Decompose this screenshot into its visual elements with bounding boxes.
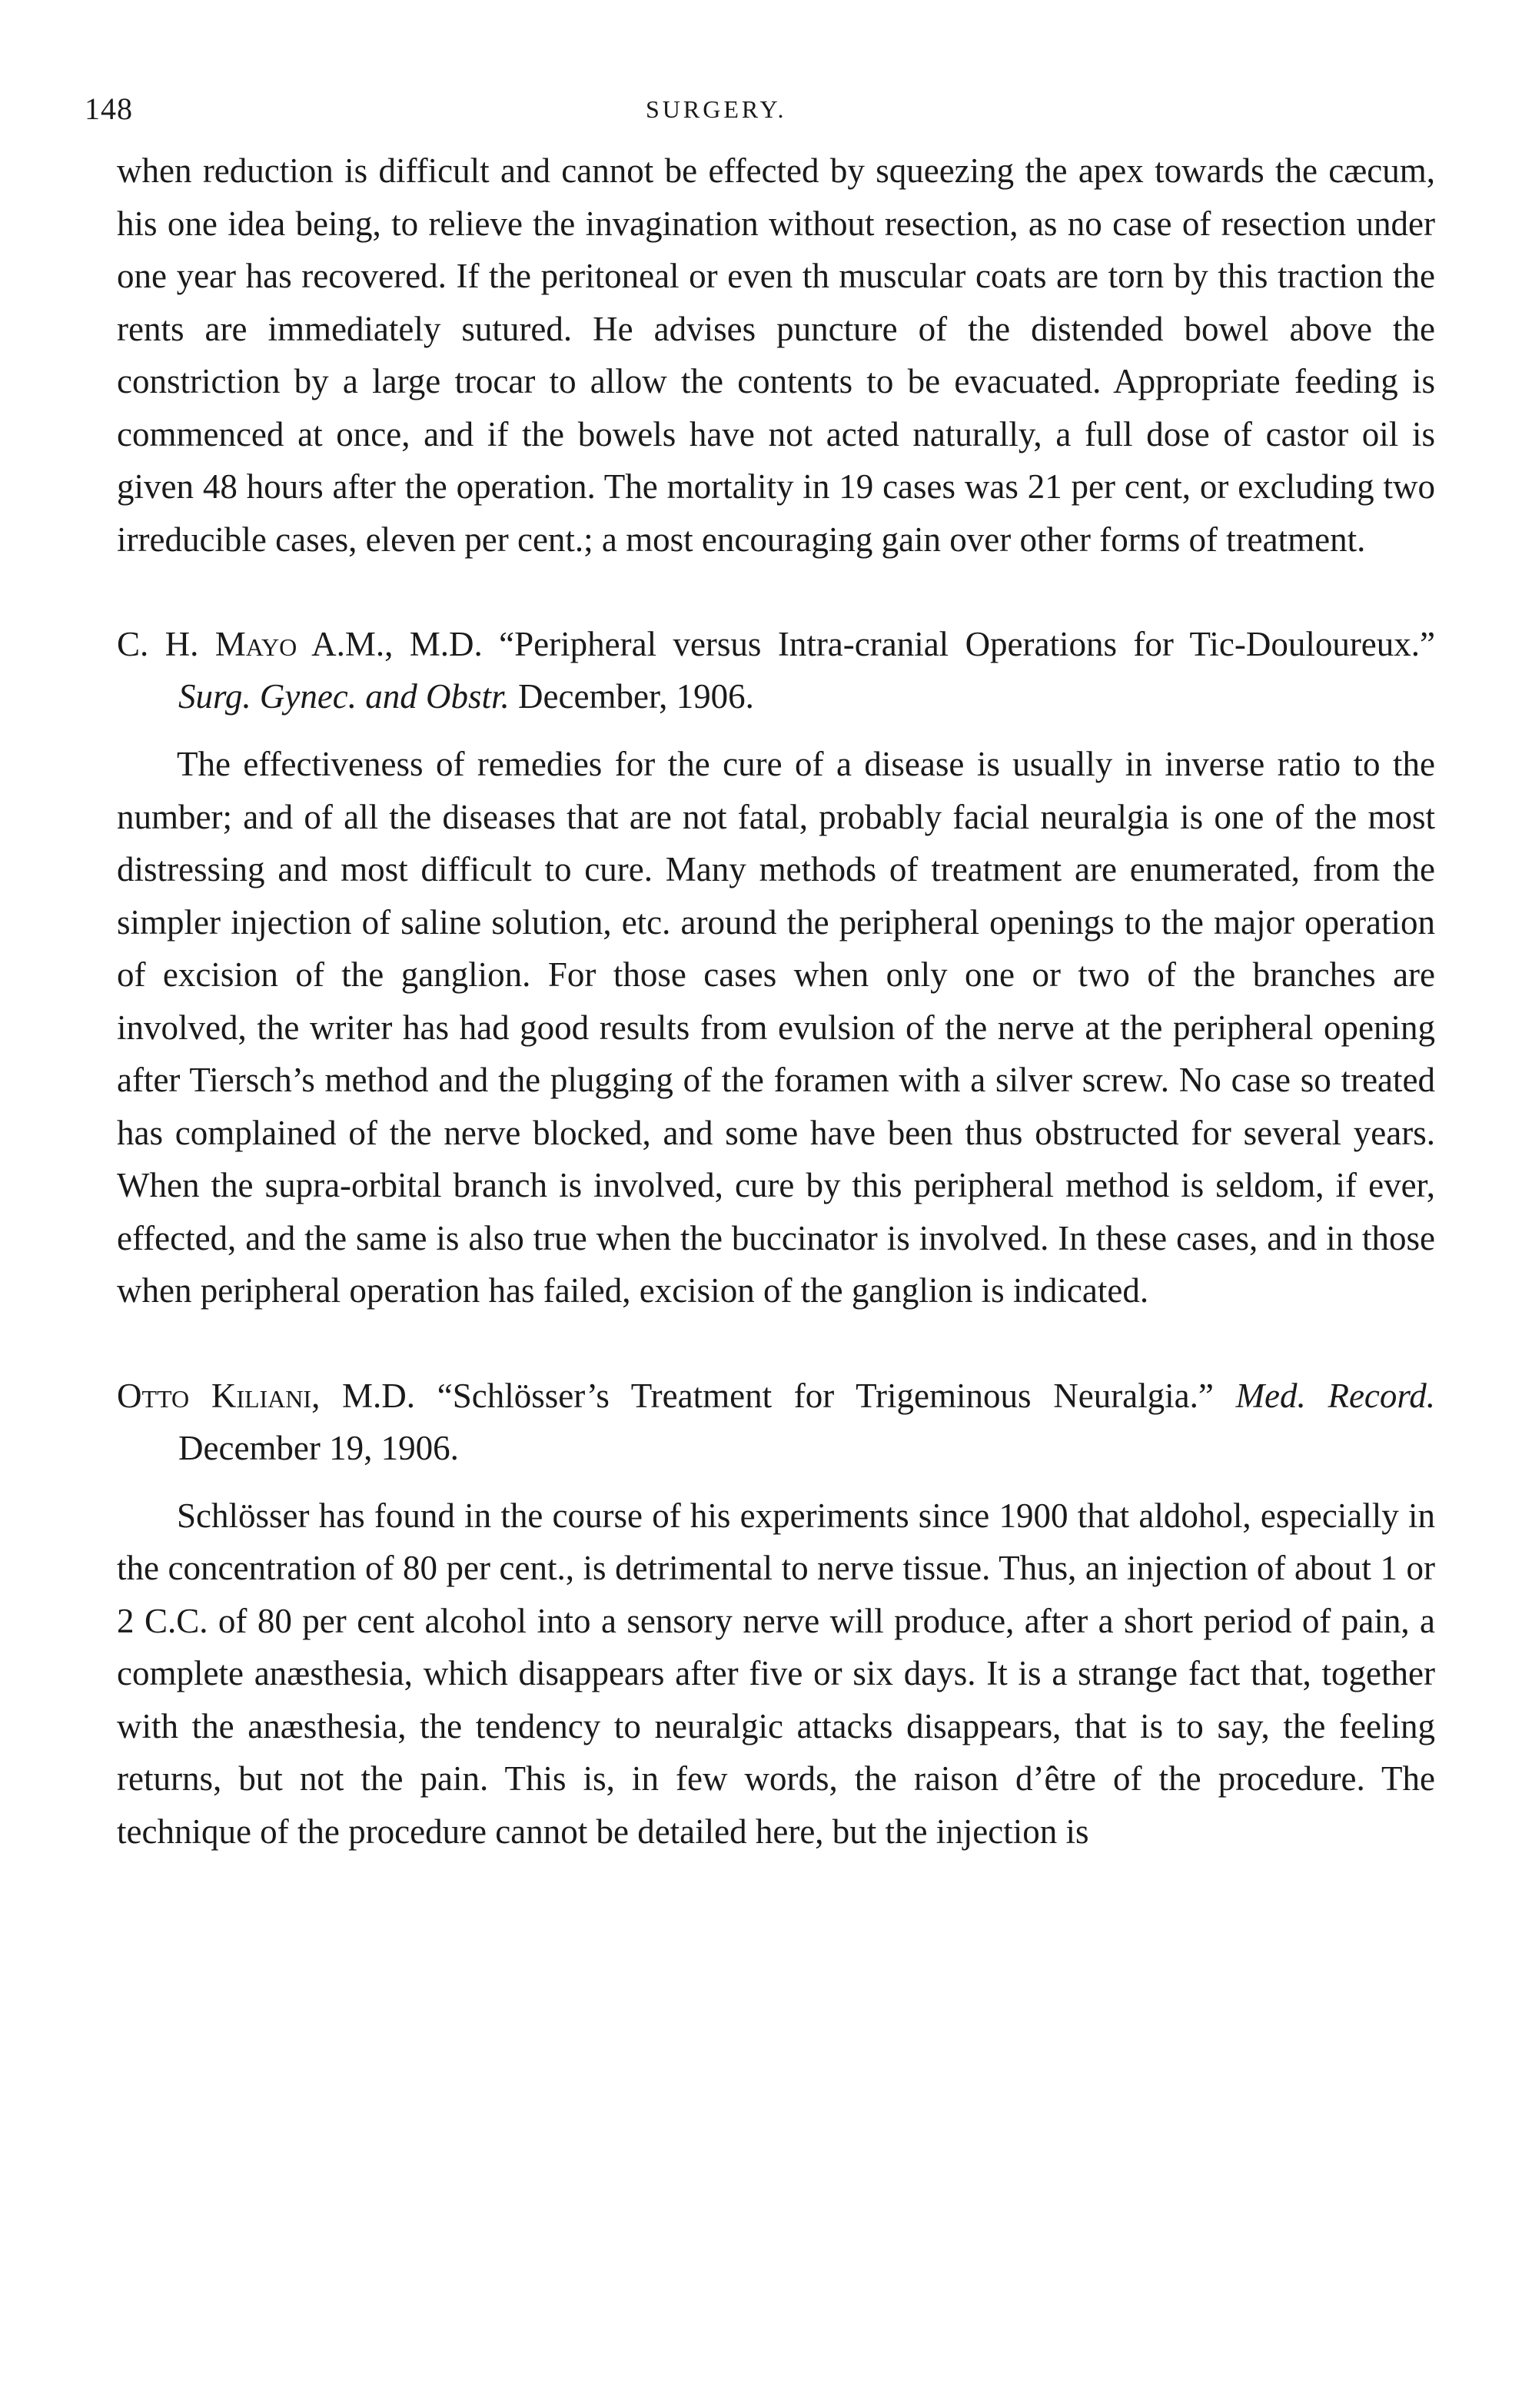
citation-kiliani: [117, 1370, 1435, 1474]
citation-date: December 19, 1906.: [178, 1428, 459, 1467]
paragraph-continued: when reduction is difficult and cannot be effected by squeezing the apex towards the cæcum, his one idea being, to relieve the invagination without resection, as no case of resection under one year has recovered. If the peritoneal or even th muscular coats are torn by this traction the rents are immediately sutured. He advises puncture of the distended bowel above the constriction by a large trocar to allow the contents to be evacuated. Appropriate feeding is commenced at once, and if the bowels have not acted naturally, a full dose of castor oil is given 48 hours after the operation. The mortality in 19 cases was 21 per cent, or excluding two irreducible cases, eleven per cent.; a most encouraging gain over other forms of treatment.: [117, 151, 1435, 559]
citation-credentials: A.M., M.D.: [297, 625, 500, 663]
section-gap: [117, 566, 1435, 618]
body-text: [117, 144, 1435, 1858]
citation-gap: [117, 1474, 1435, 1490]
page-header: [85, 91, 1430, 137]
citation-journal: Surg. Gynec. and Obstr.: [178, 677, 510, 716]
citation-author: C. H. Mayo: [117, 625, 297, 663]
citation-date: December, 1906.: [518, 677, 754, 716]
citation-journal: Med. Record.: [1235, 1376, 1435, 1415]
page-number: 148: [85, 91, 133, 126]
paragraph-mayo-abstract: The effectiveness of remedies for the cure of a disease is usually in inverse ratio to the number; and of all the diseases that are not fatal, probably facial neuralgia is one of the most distressing and most difficult to cure. Many methods of treatment are enumerated, from the simpler injection of saline solution, etc. around the peripheral openings to the major operation of excision of the ganglion. For those cases when only one or two of the branches are involved, the writer has had good results from evulsion of the nerve at the peripheral opening after Tiersch’s method and the plugging of the foramen with a silver screw. No case so treated has complained of the nerve blocked, and some have been thus obstructed for several years. When the supra-orbital branch is involved, cure by this peripheral method is seldom, if ever, effected, and the same is also true when the buccinator is involved. In these cases, and in those when peripheral operation has failed, excision of the ganglion is indicated.: [117, 745, 1435, 1310]
citation-gap: [117, 722, 1435, 738]
citation-credentials: , M.D.: [311, 1376, 437, 1415]
citation-author: Otto Kiliani: [117, 1376, 312, 1415]
citation-title: “Peripheral versus Intra-cranial Operations for Tic-Douloureux.”: [499, 625, 1435, 663]
citation-title: “Schlösser’s Treatment for Trigeminous Neuralgia.”: [437, 1376, 1214, 1415]
running-head: SURGERY.: [646, 95, 787, 123]
citation-mayo: [117, 618, 1435, 722]
section-gap: [117, 1317, 1435, 1370]
paragraph-kiliani-abstract: Schlösser has found in the course of his experiments since 1900 that aldohol, especially in the concentration of 80 per cent., is detrimental to nerve tissue. Thus, an injection of about 1 or 2 C.C. of 80 per cent alcohol into a sensory nerve will produce, after a short period of pain, a complete anæsthesia, which disappears after five or six days. It is a strange fact that, together with the anæsthesia, the tendency to neuralgic attacks disappears, that is to say, the feeling returns, but not the pain. This is, in few words, the raison d’être of the procedure. The technique of the procedure cannot be detailed here, but the injection is: [117, 1496, 1435, 1851]
